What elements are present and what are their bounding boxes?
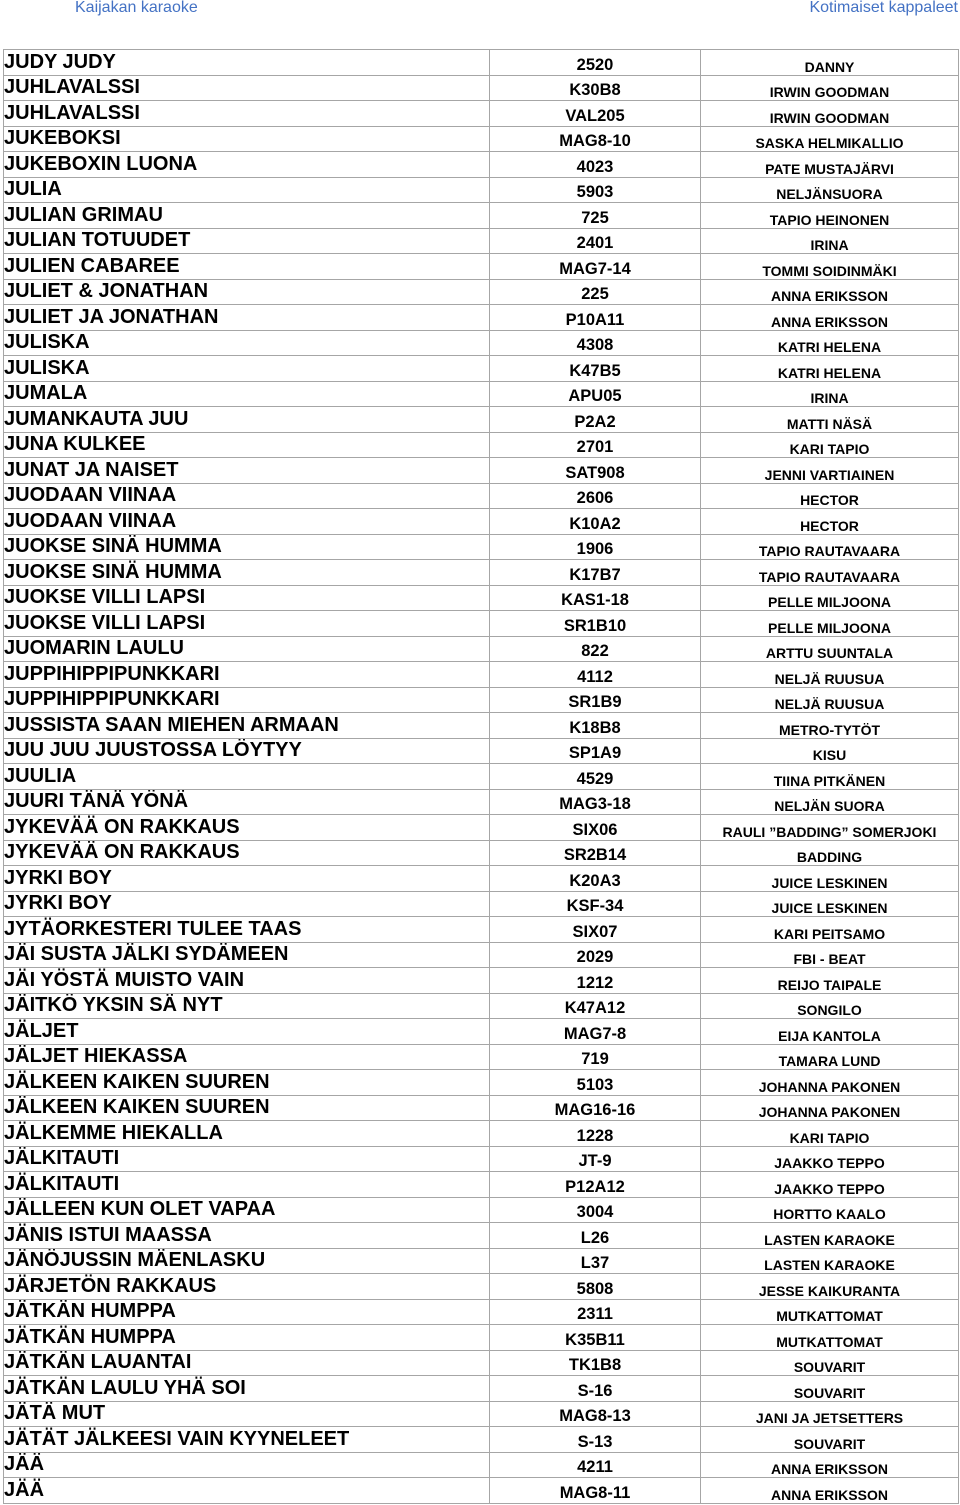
song-code: K47A12: [490, 993, 701, 1019]
table-row: [4, 126, 959, 152]
song-artist: FBI - BEAT: [701, 942, 959, 968]
song-code: 1228: [490, 1121, 701, 1147]
song-title: JUHLAVALSSI: [4, 101, 490, 127]
song-title: JUDY JUDY: [4, 50, 490, 76]
song-artist: TOMMI SOIDINMÄKI: [701, 254, 959, 280]
song-code: 822: [490, 636, 701, 662]
song-code: MAG3-18: [490, 789, 701, 815]
song-code: 2029: [490, 942, 701, 968]
song-title: JUPPIHIPPIPUNKKARI: [4, 687, 490, 713]
table-row: [4, 356, 959, 382]
song-title: JUODAAN VIINAA: [4, 509, 490, 535]
song-title: JULIET & JONATHAN: [4, 279, 490, 305]
song-artist: KISU: [701, 738, 959, 764]
table-row: [4, 1121, 959, 1147]
table-row: [4, 636, 959, 662]
song-title: JYRKI BOY: [4, 891, 490, 917]
song-code: 2606: [490, 483, 701, 509]
song-title: JULISKA: [4, 330, 490, 356]
song-artist: JENNI VARTIAINEN: [701, 458, 959, 484]
song-code: MAG8-13: [490, 1401, 701, 1427]
song-artist: SONGILO: [701, 993, 959, 1019]
table-row: [4, 611, 959, 637]
song-title: JUOKSE SINÄ HUMMA: [4, 560, 490, 586]
song-artist: TAMARA LUND: [701, 1044, 959, 1070]
table-row: [4, 50, 959, 76]
table-row: [4, 713, 959, 739]
song-title: JULIEN CABAREE: [4, 254, 490, 280]
song-code: SAT908: [490, 458, 701, 484]
table-row: [4, 1223, 959, 1249]
song-code: S-16: [490, 1376, 701, 1402]
song-code: 2520: [490, 50, 701, 76]
song-table: [3, 49, 959, 1504]
table-row: [4, 1478, 959, 1504]
table-row: [4, 738, 959, 764]
song-code: SIX06: [490, 815, 701, 841]
table-row: [4, 381, 959, 407]
song-code: SR1B9: [490, 687, 701, 713]
song-title: JULIET JA JONATHAN: [4, 305, 490, 331]
table-row: [4, 1274, 959, 1300]
table-row: [4, 968, 959, 994]
song-title: JÄTKÄN HUMPPA: [4, 1299, 490, 1325]
song-code: 3004: [490, 1197, 701, 1223]
song-title: JÄNÖJUSSIN MÄENLASKU: [4, 1248, 490, 1274]
song-code: K10A2: [490, 509, 701, 535]
table-row: [4, 458, 959, 484]
song-artist: LASTEN KARAOKE: [701, 1223, 959, 1249]
table-row: [4, 203, 959, 229]
song-artist: JOHANNA PAKONEN: [701, 1095, 959, 1121]
song-artist: JAAKKO TEPPO: [701, 1172, 959, 1198]
song-title: JÄLJET HIEKASSA: [4, 1044, 490, 1070]
song-title: JULIAN TOTUUDET: [4, 228, 490, 254]
table-row: [4, 1197, 959, 1223]
song-title: JÄITKÖ YKSIN SÄ NYT: [4, 993, 490, 1019]
song-title: JÄLKEEN KAIKEN SUUREN: [4, 1070, 490, 1096]
song-artist: IRINA: [701, 228, 959, 254]
song-artist: PATE MUSTAJÄRVI: [701, 152, 959, 178]
song-title: JUMALA: [4, 381, 490, 407]
song-title: JÄTÄ MUT: [4, 1401, 490, 1427]
song-code: MAG7-8: [490, 1019, 701, 1045]
song-title: JUSSISTA SAAN MIEHEN ARMAAN: [4, 713, 490, 739]
table-row: [4, 942, 959, 968]
song-title: JYRKI BOY: [4, 866, 490, 892]
song-artist: KATRI HELENA: [701, 330, 959, 356]
song-artist: SOUVARIT: [701, 1376, 959, 1402]
song-artist: NELJÄ RUUSUA: [701, 662, 959, 688]
table-row: [4, 1248, 959, 1274]
song-code: 4023: [490, 152, 701, 178]
song-artist: ARTTU SUUNTALA: [701, 636, 959, 662]
song-code: JT-9: [490, 1146, 701, 1172]
song-artist: SOUVARIT: [701, 1350, 959, 1376]
table-row: [4, 917, 959, 943]
table-row: [4, 1172, 959, 1198]
song-artist: NELJÄ RUUSUA: [701, 687, 959, 713]
table-row: [4, 228, 959, 254]
song-code: K30B8: [490, 75, 701, 101]
table-row: [4, 993, 959, 1019]
song-artist: PELLE MILJOONA: [701, 585, 959, 611]
table-row: [4, 152, 959, 178]
song-code: KAS1-18: [490, 585, 701, 611]
table-row: [4, 534, 959, 560]
table-row: [4, 764, 959, 790]
song-code: P10A11: [490, 305, 701, 331]
song-title: JÄLKEEN KAIKEN SUUREN: [4, 1095, 490, 1121]
table-row: [4, 1019, 959, 1045]
table-row: [4, 1095, 959, 1121]
song-artist: KATRI HELENA: [701, 356, 959, 382]
song-artist: ANNA ERIKSSON: [701, 1478, 959, 1504]
table-row: [4, 432, 959, 458]
table-row: [4, 866, 959, 892]
song-title: JÄTKÄN LAUANTAI: [4, 1350, 490, 1376]
table-row: [4, 330, 959, 356]
table-row: [4, 407, 959, 433]
song-title: JUMANKAUTA JUU: [4, 407, 490, 433]
song-artist: RAULI ”BADDING” SOMERJOKI: [701, 815, 959, 841]
song-artist: HECTOR: [701, 509, 959, 535]
table-row: [4, 560, 959, 586]
song-artist: NELJÄN SUORA: [701, 789, 959, 815]
song-code: 5808: [490, 1274, 701, 1300]
song-artist: PELLE MILJOONA: [701, 611, 959, 637]
table-row: [4, 254, 959, 280]
song-artist: LASTEN KARAOKE: [701, 1248, 959, 1274]
song-code: 5903: [490, 177, 701, 203]
table-row: [4, 1146, 959, 1172]
song-code: K20A3: [490, 866, 701, 892]
table-row: [4, 891, 959, 917]
table-row: [4, 1044, 959, 1070]
song-code: 4211: [490, 1452, 701, 1478]
song-code: MAG8-11: [490, 1478, 701, 1504]
table-row: [4, 840, 959, 866]
song-title: JÄLJET: [4, 1019, 490, 1045]
table-row: [4, 662, 959, 688]
song-code: P2A2: [490, 407, 701, 433]
song-code: TK1B8: [490, 1350, 701, 1376]
song-artist: MUTKATTOMAT: [701, 1325, 959, 1351]
song-code: 5103: [490, 1070, 701, 1096]
song-code: 4529: [490, 764, 701, 790]
song-title: JYTÄORKESTERI TULEE TAAS: [4, 917, 490, 943]
song-code: 725: [490, 203, 701, 229]
table-row: [4, 1299, 959, 1325]
song-title: JUNAT JA NAISET: [4, 458, 490, 484]
song-title: JUODAAN VIINAA: [4, 483, 490, 509]
song-title: JUKEBOKSI: [4, 126, 490, 152]
song-artist: TAPIO RAUTAVAARA: [701, 534, 959, 560]
song-code: 719: [490, 1044, 701, 1070]
song-artist: BADDING: [701, 840, 959, 866]
song-artist: KARI TAPIO: [701, 432, 959, 458]
song-code: SR1B10: [490, 611, 701, 637]
song-code: 225: [490, 279, 701, 305]
song-code: 4112: [490, 662, 701, 688]
table-row: [4, 815, 959, 841]
song-artist: SASKA HELMIKALLIO: [701, 126, 959, 152]
song-code: K35B11: [490, 1325, 701, 1351]
song-artist: KARI TAPIO: [701, 1121, 959, 1147]
song-title: JUHLAVALSSI: [4, 75, 490, 101]
table-row: [4, 75, 959, 101]
table-row: [4, 1350, 959, 1376]
song-code: VAL205: [490, 101, 701, 127]
table-row: [4, 101, 959, 127]
song-code: MAG7-14: [490, 254, 701, 280]
song-title: JÄLKEMME HIEKALLA: [4, 1121, 490, 1147]
song-code: KSF-34: [490, 891, 701, 917]
song-artist: ANNA ERIKSSON: [701, 1452, 959, 1478]
song-code: MAG16-16: [490, 1095, 701, 1121]
song-table-body: [4, 50, 959, 1504]
song-title: JÄTKÄN HUMPPA: [4, 1325, 490, 1351]
song-artist: KARI PEITSAMO: [701, 917, 959, 943]
song-title: JUKEBOXIN LUONA: [4, 152, 490, 178]
song-code: 1906: [490, 534, 701, 560]
table-row: [4, 1452, 959, 1478]
song-artist: JOHANNA PAKONEN: [701, 1070, 959, 1096]
song-code: 2311: [490, 1299, 701, 1325]
song-code: MAG8-10: [490, 126, 701, 152]
song-title: JUOKSE SINÄ HUMMA: [4, 534, 490, 560]
song-title: JUU JUU JUUSTOSSA LÖYTYY: [4, 738, 490, 764]
song-code: S-13: [490, 1427, 701, 1453]
song-title: JYKEVÄÄ ON RAKKAUS: [4, 840, 490, 866]
song-code: 4308: [490, 330, 701, 356]
song-code: APU05: [490, 381, 701, 407]
song-title: JUOKSE VILLI LAPSI: [4, 611, 490, 637]
song-title: JÄTKÄN LAULU YHÄ SOI: [4, 1376, 490, 1402]
song-title: JÄÄ: [4, 1452, 490, 1478]
song-code: 1212: [490, 968, 701, 994]
table-row: [4, 1070, 959, 1096]
table-row: [4, 687, 959, 713]
song-title: JUOMARIN LAULU: [4, 636, 490, 662]
song-code: K18B8: [490, 713, 701, 739]
song-code: L26: [490, 1223, 701, 1249]
song-code: 2701: [490, 432, 701, 458]
table-row: [4, 509, 959, 535]
song-artist: ANNA ERIKSSON: [701, 279, 959, 305]
song-artist: MATTI NÄSÄ: [701, 407, 959, 433]
song-title: JÄLLEEN KUN OLET VAPAA: [4, 1197, 490, 1223]
song-artist: JANI JA JETSETTERS: [701, 1401, 959, 1427]
table-row: [4, 279, 959, 305]
song-artist: TAPIO RAUTAVAARA: [701, 560, 959, 586]
song-artist: TIINA PITKÄNEN: [701, 764, 959, 790]
header-title-right: Kotimaiset kappaleet: [809, 0, 958, 16]
table-row: [4, 585, 959, 611]
song-artist: DANNY: [701, 50, 959, 76]
table-row: [4, 177, 959, 203]
song-title: JULISKA: [4, 356, 490, 382]
table-row: [4, 1427, 959, 1453]
song-artist: IRINA: [701, 381, 959, 407]
song-artist: JUICE LESKINEN: [701, 866, 959, 892]
song-code: SR2B14: [490, 840, 701, 866]
song-title: JÄNIS ISTUI MAASSA: [4, 1223, 490, 1249]
song-title: JYKEVÄÄ ON RAKKAUS: [4, 815, 490, 841]
song-title: JÄÄ: [4, 1478, 490, 1504]
song-artist: JAAKKO TEPPO: [701, 1146, 959, 1172]
song-artist: SOUVARIT: [701, 1427, 959, 1453]
song-artist: REIJO TAIPALE: [701, 968, 959, 994]
song-code: 2401: [490, 228, 701, 254]
song-artist: HECTOR: [701, 483, 959, 509]
song-code: L37: [490, 1248, 701, 1274]
song-title: JÄRJETÖN RAKKAUS: [4, 1274, 490, 1300]
song-artist: NELJÄNSUORA: [701, 177, 959, 203]
song-title: JULIAN GRIMAU: [4, 203, 490, 229]
table-row: [4, 1325, 959, 1351]
song-artist: IRWIN GOODMAN: [701, 75, 959, 101]
song-artist: IRWIN GOODMAN: [701, 101, 959, 127]
song-title: JÄLKITAUTI: [4, 1172, 490, 1198]
table-row: [4, 1401, 959, 1427]
song-title: JUNA KULKEE: [4, 432, 490, 458]
song-code: K17B7: [490, 560, 701, 586]
table-row: [4, 789, 959, 815]
table-row: [4, 305, 959, 331]
song-title: JUULIA: [4, 764, 490, 790]
song-artist: METRO-TYTÖT: [701, 713, 959, 739]
song-artist: EIJA KANTOLA: [701, 1019, 959, 1045]
song-title: JUURI TÄNÄ YÖNÄ: [4, 789, 490, 815]
song-code: K47B5: [490, 356, 701, 382]
song-title: JUPPIHIPPIPUNKKARI: [4, 662, 490, 688]
song-title: JÄI SUSTA JÄLKI SYDÄMEEN: [4, 942, 490, 968]
song-artist: JUICE LESKINEN: [701, 891, 959, 917]
song-title: JÄTÄT JÄLKEESI VAIN KYYNELEET: [4, 1427, 490, 1453]
song-artist: HORTTO KAALO: [701, 1197, 959, 1223]
song-code: P12A12: [490, 1172, 701, 1198]
song-title: JÄI YÖSTÄ MUISTO VAIN: [4, 968, 490, 994]
song-title: JULIA: [4, 177, 490, 203]
song-title: JÄLKITAUTI: [4, 1146, 490, 1172]
table-row: [4, 483, 959, 509]
song-artist: TAPIO HEINONEN: [701, 203, 959, 229]
song-artist: JESSE KAIKURANTA: [701, 1274, 959, 1300]
song-artist: MUTKATTOMAT: [701, 1299, 959, 1325]
page-header: [0, 0, 960, 40]
song-code: SP1A9: [490, 738, 701, 764]
header-title-left: Kaijakan karaoke: [75, 0, 198, 16]
song-artist: ANNA ERIKSSON: [701, 305, 959, 331]
song-title: JUOKSE VILLI LAPSI: [4, 585, 490, 611]
table-row: [4, 1376, 959, 1402]
song-code: SIX07: [490, 917, 701, 943]
